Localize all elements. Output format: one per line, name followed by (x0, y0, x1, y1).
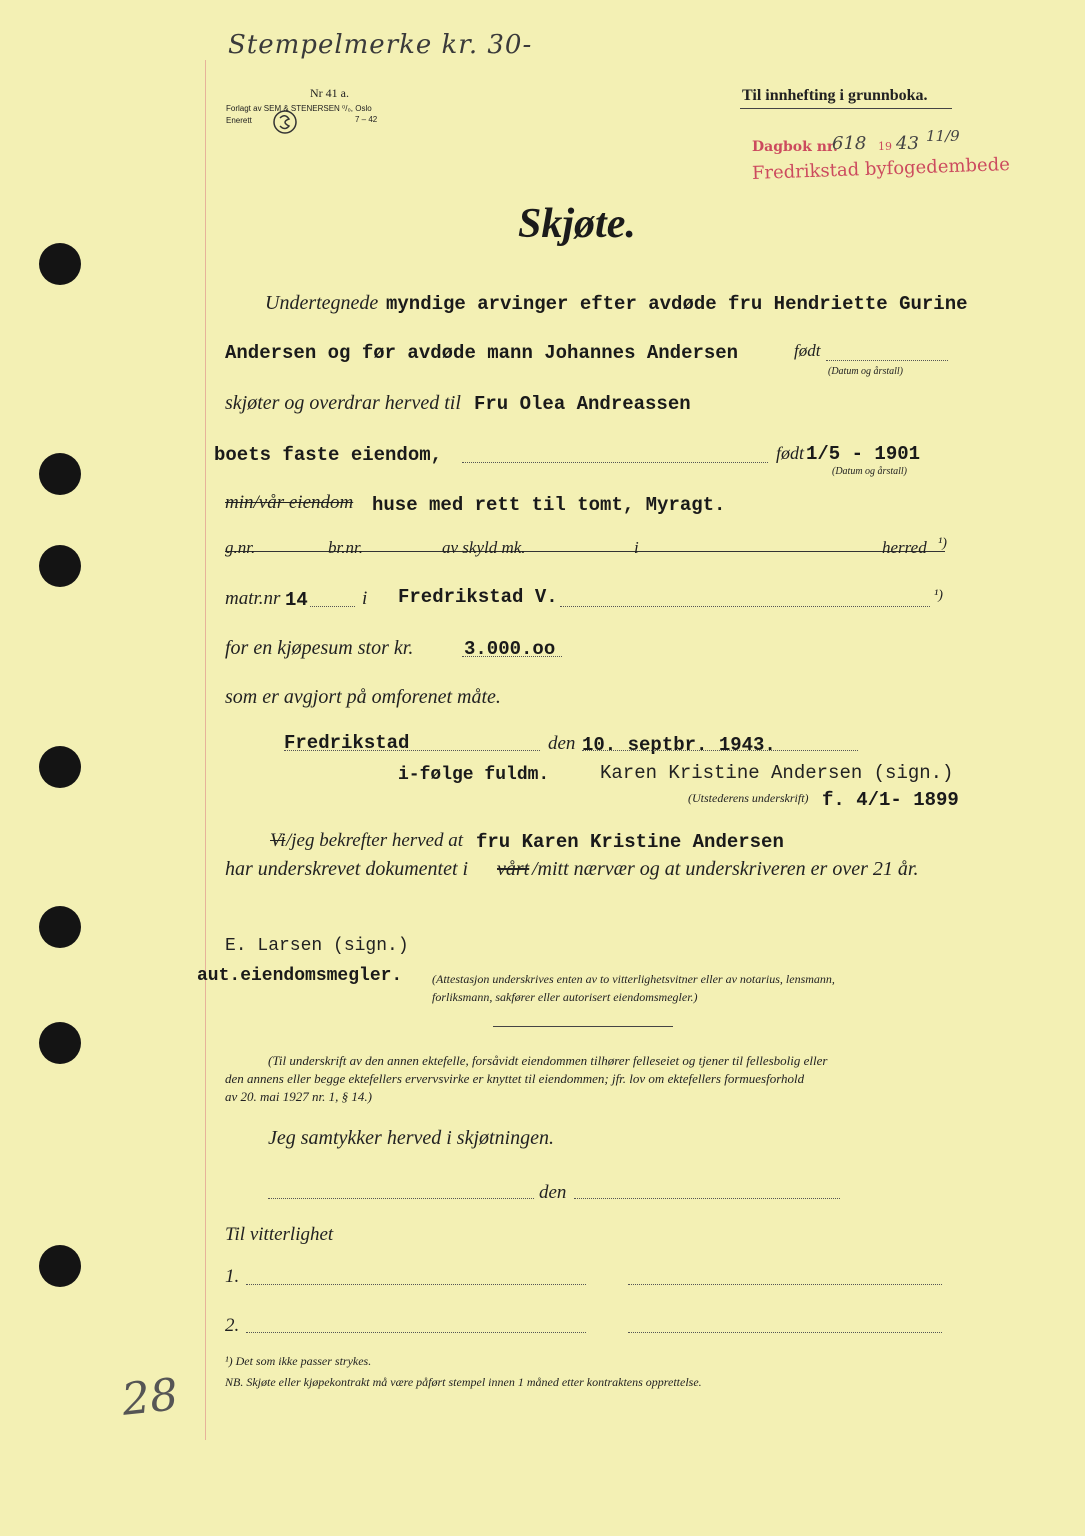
bekrefter-label: /jeg bekrefter herved at (286, 830, 464, 851)
datum-hint-2: (Datum og årstall) (832, 466, 907, 477)
consent-den-label: den (539, 1182, 567, 1203)
margin-rule (205, 60, 206, 1440)
publisher-line: Forlagt av SEM & STENERSEN ⁰/₀, Oslo (226, 104, 372, 113)
struck-eiendom: min/vår eiendom (225, 492, 354, 513)
footnote-mark: ¹) (938, 536, 947, 551)
i-label: i (634, 538, 639, 557)
herred-label: herred (882, 538, 927, 557)
witness-1-label: 1. (225, 1266, 240, 1287)
stamp-year: 43 (896, 133, 919, 154)
municipality: Fredrikstad V. (398, 586, 558, 608)
document-title: Skjøte. (518, 201, 636, 247)
gnr-label: g.nr. (225, 538, 256, 557)
dotted-line (462, 462, 768, 463)
dotted-line (284, 750, 540, 751)
sign-place: Fredrikstad (284, 732, 410, 754)
witness-2-label: 2. (225, 1315, 240, 1336)
separator-line (493, 1026, 673, 1027)
fodt-label-2: født (776, 443, 805, 463)
spouse-note-3: av 20. mai 1927 nr. 1, § 14.) (225, 1089, 372, 1104)
footnote-mark: ¹) (934, 588, 943, 603)
datum-hint-1: (Datum og årstall) (828, 366, 903, 377)
underskrevet-post: /mitt nærvær og at underskriveren er over 21 år. (532, 858, 919, 880)
proxy-note: i-følge fuldm. (398, 765, 550, 785)
vitterlighet-label: Til vitterlighet (225, 1224, 334, 1245)
dotted-line (560, 606, 930, 607)
filing-underline (740, 108, 952, 109)
purchase-price: 3.000.oo (464, 638, 556, 660)
stamp-date: 11/9 (926, 127, 960, 145)
struck-vi: Vi (270, 830, 286, 851)
spouse-note-2: den annens eller begge ektefellers ervervsvirke er knyttet til eiendommen; jfr. lov om ektefellers formuesforhold (225, 1071, 805, 1086)
grantors-text: myndige arvinger efter avdøde fru Hendriette Gurine (386, 293, 968, 315)
grantee-birthdate: 1/5 - 1901 (806, 443, 921, 465)
punch-hole (39, 453, 81, 495)
punch-hole (39, 1022, 81, 1064)
footnote-text: ¹) Det som ikke passer strykes. (225, 1354, 372, 1368)
spouse-note-1: (Til underskrift av den annen ektefelle, forsåvidt eiendommen tilhører felleseiet og tjener til fellesbolig eller (268, 1053, 828, 1068)
dotted-line (574, 1198, 840, 1199)
publisher-seal-icon (272, 109, 298, 135)
witness-note-2: forliksmann, sakfører eller autorisert eiendomsmegler.) (432, 990, 698, 1004)
punch-hole (39, 545, 81, 587)
grantors-text-cont: Andersen og før avdøde mann Johannes Andersen (225, 342, 739, 364)
dotted-line (268, 1198, 534, 1199)
avgjort-text: som er avgjort på omforenet måte. (225, 686, 501, 708)
fodt-label-1: født (794, 341, 821, 360)
dotted-line (462, 656, 562, 657)
punch-hole (39, 243, 81, 285)
filing-note: Til innhefting i grunnboka. (742, 87, 928, 104)
witnessed-signer: fru Karen Kristine Andersen (476, 831, 784, 853)
punch-hole (39, 746, 81, 788)
dotted-line (826, 360, 948, 361)
struck-vart: vårt (497, 858, 530, 880)
dagbok-label: Dagbok nr. (752, 139, 838, 155)
dotted-line (582, 750, 858, 751)
matrnr-value: 14 (285, 589, 308, 611)
kjopesum-label: for en kjøpesum stor kr. (225, 637, 414, 659)
i-label-2: i (362, 588, 368, 609)
witness-signer: E. Larsen (sign.) (225, 936, 409, 956)
dotted-line (310, 606, 355, 607)
witness-title: aut.eiendomsmegler. (197, 966, 403, 986)
den-label: den (548, 733, 576, 754)
overdrar-label: skjøter og overdrar herved til (225, 392, 461, 414)
dotted-line (246, 1332, 586, 1333)
stamp-fee-note: Stempelmerke kr. 30- (228, 30, 533, 60)
enerett-label: Enerett (226, 116, 252, 125)
dagbok-number: 618 (832, 133, 867, 154)
dotted-line (628, 1284, 942, 1285)
office-stamp: Fredrikstad byfogedembede (751, 154, 1011, 184)
edition-code: 7 – 42 (355, 115, 378, 124)
brnr-label: br.nr. (328, 538, 363, 557)
grantee-name: Fru Olea Andreassen (474, 393, 691, 415)
margin-scribble: 28 (119, 1369, 181, 1426)
property-type: huse med rett til tomt, Myragt. (372, 494, 726, 516)
year-prefix: 19 (878, 140, 892, 153)
nb-note: NB. Skjøte eller kjøpekontrakt må være påført stempel innen 1 måned etter kontraktens opprettelse. (225, 1375, 702, 1389)
undertegnede-label: Undertegnede (265, 292, 379, 314)
consent-text: Jeg samtykker herved i skjøtningen. (268, 1127, 555, 1149)
signer-birthdate: f. 4/1- 1899 (822, 789, 959, 811)
matrnr-label: matr.nr (225, 588, 281, 609)
dotted-line (628, 1332, 942, 1333)
signer-name: Karen Kristine Andersen (sign.) (600, 762, 954, 784)
signer-hint: (Utstederens underskrift) (688, 791, 809, 805)
witness-note-1: (Attestasjon underskrives enten av to vitterlighetsvitner eller av notarius, lensmann, (432, 972, 835, 986)
property-desc: boets faste eiendom, (214, 444, 443, 466)
form-number: Nr 41 a. (310, 86, 349, 100)
sign-date: 10. septbr. 1943. (582, 734, 776, 756)
punch-hole (39, 906, 81, 948)
punch-hole (39, 1245, 81, 1287)
dotted-line (246, 1284, 586, 1285)
underskrevet-pre: har underskrevet dokumentet i (225, 858, 469, 880)
skyld-label: av skyld mk. (442, 538, 526, 557)
